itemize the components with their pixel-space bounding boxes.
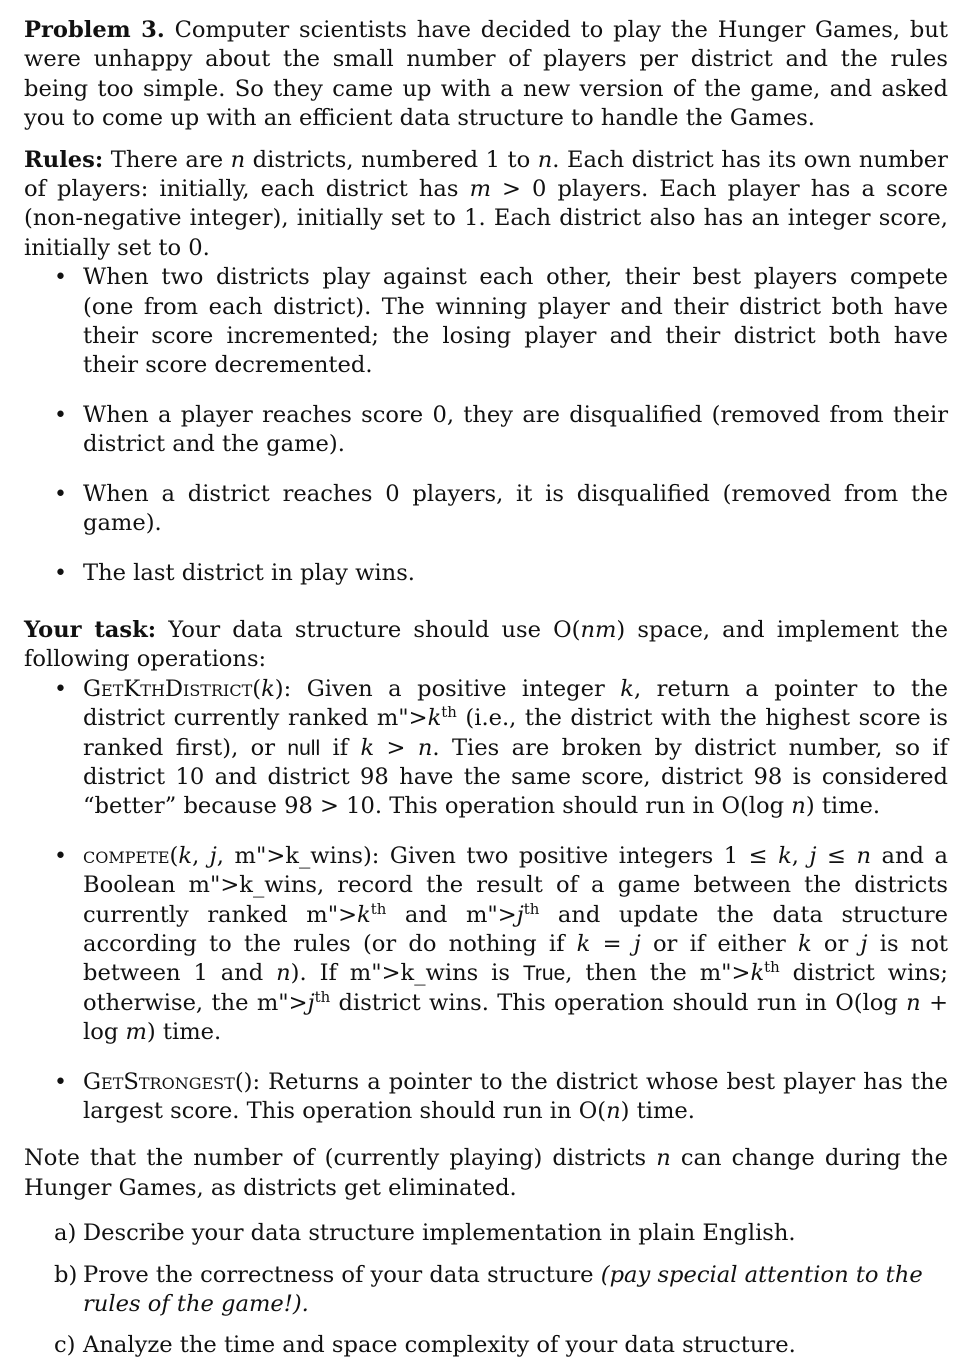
rules-list bbox=[24, 263, 948, 588]
problem-heading: Problem 3. bbox=[24, 17, 165, 43]
rule-item: • When a player reaches score 0, they are disqualified (removed from their district and the game). bbox=[24, 401, 948, 460]
question-parts bbox=[24, 1219, 948, 1361]
operation-signature: (k, j, m">k_wins): bbox=[169, 842, 380, 869]
problem-intro-text: Computer scientists have decided to play the Hunger Games, but were unhappy about the small number of players per district and the rules being too simple. So they came up with a new version of the game, and asked you to come up with an efficient data structure to handle the Games. bbox=[24, 17, 948, 132]
rules-text: There are n districts, numbered 1 to n. Each district has its own number of players: initially, each district has m > 0 players. Each player has a score (non-negative integer), initially set to 1. Each district also has an integer score, initially set to 0. bbox=[24, 146, 948, 261]
rule-item: • When two districts play against each other, their best players compete (one from each district). The winning player and their district both have their score incremented; the losing player and their district both have their score decremented. bbox=[24, 263, 948, 381]
part-label: c) bbox=[54, 1332, 76, 1359]
rule-item: • The last district in play wins. bbox=[24, 559, 948, 588]
operation-signature: (): bbox=[234, 1068, 261, 1095]
note-paragraph: Note that the number of (currently playing) districts n can change during the Hunger Games, as districts get eliminated. bbox=[24, 1145, 948, 1201]
question-part bbox=[24, 1219, 948, 1248]
part-text: Prove the correctness of your data structure bbox=[83, 1261, 594, 1288]
part-label: b) bbox=[54, 1261, 78, 1288]
operation-signature: (k): bbox=[252, 675, 292, 702]
part-hint: (pay special attention to the rules of the game!). bbox=[83, 1261, 923, 1318]
task-paragraph bbox=[24, 616, 948, 675]
rule-item: • When a district reaches 0 players, it is disqualified (removed from the game). bbox=[24, 480, 948, 539]
operation-name: compete bbox=[83, 842, 170, 869]
rules-paragraph bbox=[24, 146, 948, 264]
task-text: Your data structure should use O(nm) space, and implement the following operations: bbox=[24, 616, 948, 673]
operation-item bbox=[24, 1068, 948, 1127]
operation-name: GetKthDistrict bbox=[83, 675, 253, 702]
operation-name: GetStrongest bbox=[83, 1068, 235, 1095]
question-part bbox=[24, 1261, 948, 1320]
rules-heading: Rules: bbox=[24, 146, 104, 173]
operation-item bbox=[24, 675, 948, 822]
problem-intro bbox=[24, 16, 948, 134]
task-heading: Your task: bbox=[24, 616, 157, 643]
operation-description: Given two positive integers 1 ≤ k, j ≤ n and a Boolean m">k_wins, record the result of a game between the districts currently ranked $m">k^{th}$ and $m">j^{th}$ and update the data structure according to the rules (or do nothing if k = j or if either k or j is not between 1 and n). If m">k_wins is True, then the $m">k^{th}$ district wins; otherwise, the $m">j^{th}$ district wins. This operation should run in O(log n + log m) time. bbox=[83, 842, 949, 1046]
operations-list bbox=[24, 675, 948, 1127]
operation-item bbox=[24, 842, 948, 1048]
question-part bbox=[24, 1331, 948, 1360]
problem-page bbox=[24, 16, 948, 1361]
operation-description: Given a positive integer k, return a pointer to the district currently ranked $m">k^{th}$ (i.e., the district with the highest score is ranked first), or null if k > n. Ties are broken by district number, so if district 10 and district 98 have the same score, district 98 is considered “better” because 98 > 10. This operation should run in O(log n) time. bbox=[83, 675, 948, 820]
part-text: Describe your data structure implementation in plain English. bbox=[83, 1220, 796, 1247]
operation-description: Returns a pointer to the district whose best player has the largest score. This operation should run in O(n) time. bbox=[83, 1068, 948, 1124]
part-text: Analyze the time and space complexity of your data structure. bbox=[83, 1332, 796, 1359]
part-label: a) bbox=[54, 1220, 77, 1247]
